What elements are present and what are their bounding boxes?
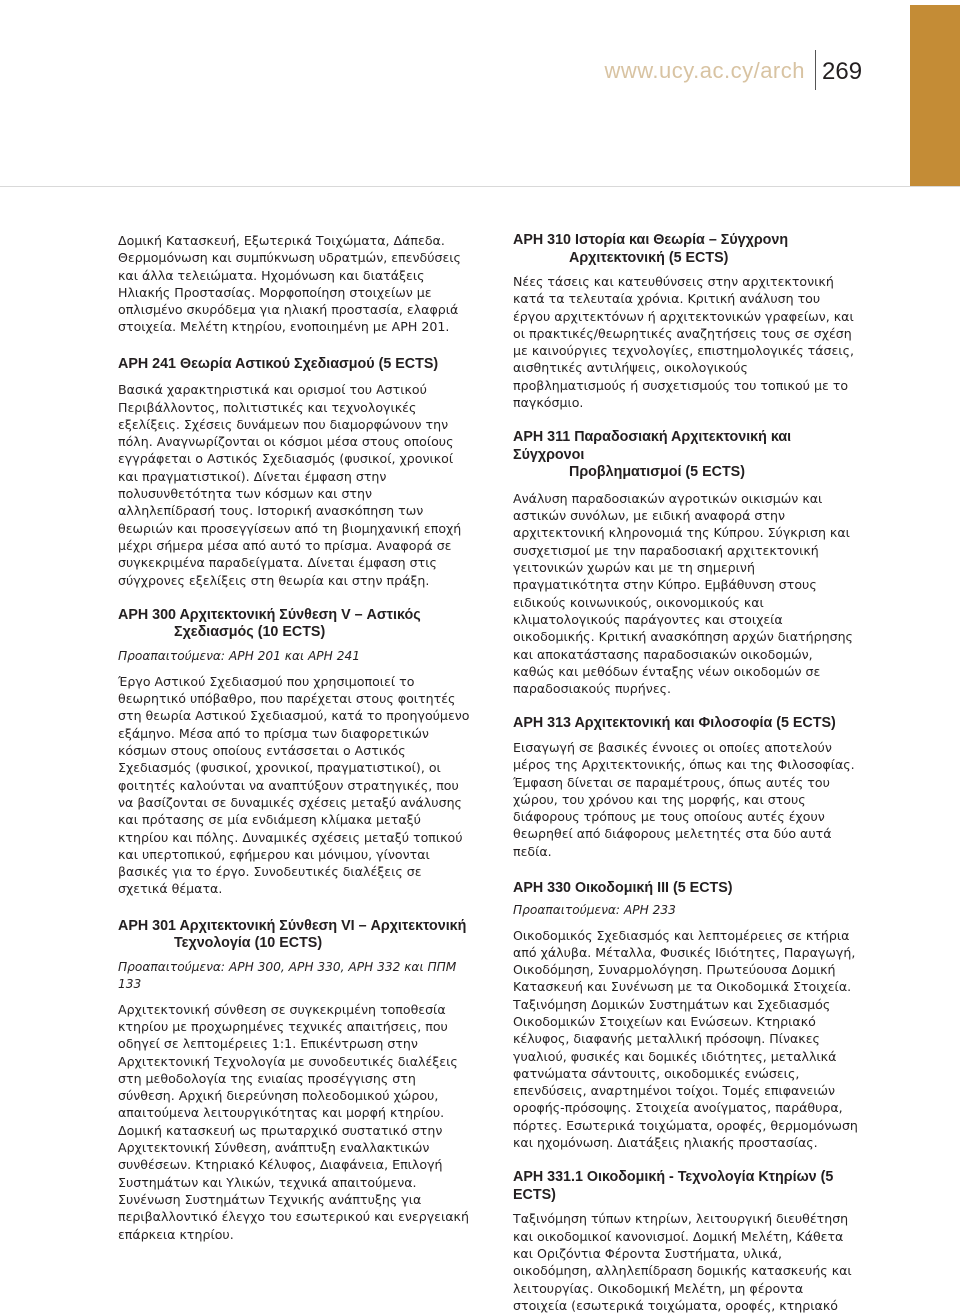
course-311-title: [513, 429, 858, 482]
right-column: [513, 232, 858, 1314]
course-313-description: Εισαγωγή σε βασικές έννοιες οι οποίες αποτελούν μέρος της Αρχιτεκτονικής, όπως και της Φιλοσοφίας. Έμφαση δίνεται σε παραμέτρους, όπως αυτές του χώρου, του χρόνου και της μορφής, και στους διάφορους τρόπους με τους οποίους αυτές έχουν θεωρηθεί από διάφορους μελετητές στα δύο αυτά πεδία.: [513, 739, 855, 859]
header-divider: [0, 186, 960, 187]
course-241-description: Βασικά χαρακτηριστικά και ορισμοί του Αστικού Περιβάλλοντος, πολιτιστικές και τεχνολογικές εξελίξεις. Σχέσεις δυνάμεων που διαμορφώνουν την πόλη. Αναγνωρίζονται οι κόσμοι μέσα στους οποίους εγγράφεται ο Αστικός Σχεδιασμός (φυσικοί, χρονικοί και πραγματιστικοί). Δίνεται έμφαση στην πολυσυνθετότητα των κόσμων και στην αλληλεπίδρασή τους. Ιστορική ανασκόπηση των θεωριών και προσεγγίσεων από τη βιομηχανική εποχή μέχρι σήμερα μέσα από αυτό το πρίσμα. Αναφορά σε συγκεκριμένα παραδείγματα. Δίνεται έμφαση στις σύγχρονες εξελίξεις στη θεωρία και στην πράξη.: [118, 382, 462, 588]
course-310-description: Νέες τάσεις και κατευθύνσεις στην αρχιτεκτονική κατά τα τελευταία χρόνια. Κριτική ανάλυση του έργου αρχιτεκτόνων ή αρχιτεκτονικών γραφείων, και οι πρακτικές/θεωρητικές αναζητήσεις τους σε σχέση με καινούργιες τεχνολογίες, επιστημολογικές τάσεις, αισθητικές αντιλήψεις, οικολογικούς προβληματισμούς ή συσχετισμούς του τοπικού με το παγκόσμιο.: [513, 274, 854, 411]
course-3311-title: ΑΡΗ 331.1 Οικοδομική - Τεχνολογία Κτηρίων (5 ECTS): [513, 1169, 834, 1203]
course-330-title: ΑΡΗ 330 Οικοδομική ΙΙΙ (5 ECTS): [513, 880, 733, 897]
course-301-title-line2: Τεχνολογία (10 ECTS): [174, 935, 323, 952]
course-330-prerequisites: Προαπαιτούμενα: ΑΡΗ 233: [513, 902, 676, 917]
course-301-title: [118, 918, 472, 953]
course-241-title: ΑΡΗ 241 Θεωρία Αστικού Σχεδιασμού (5 ECTS): [118, 355, 439, 372]
course-300-prerequisites: Προαπαιτούμενα: ΑΡΗ 201 και ΑΡΗ 241: [118, 648, 360, 663]
course-330-description: Οικοδομικός Σχεδιασμός και λεπτομέρειες σε κτήρια από χάλυβα. Μέταλλα, Φυσικές Ιδιότητες, Παραγωγή, Οικοδόμηση, Συναρμολόγηση. Πρωτεύουσα Δομική Κατασκευή και Συνένωση με τα Οικοδομικά Στοιχεία. Ταξινόμηση Δομικών Συστημάτων και Σχεδιασμός Οικοδομικών Στοιχείων και Ενώσεων. Κτηριακό κέλυφος, διαφανής μεταλλική πρόσοψη. Πίνακες γυαλιού, φυσικές και δομικές ιδιότητες, μεταλλικά φατνώματα σάντουιτς, οικοδομικές ενώσεις, επενδύσεις, αναρτημένοι τοίχοι. Τομές επιφανειών οροφής-πρόσοψης. Στοιχεία ανοίγματος, παράθυρα, πόρτες. Εσωτερικά τοιχώματα, οροφές, θερμομόνωση και ηχομόνωση. Διατάξεις ηλιακής προστασίας.: [513, 927, 858, 1151]
course-300-description: Έργο Αστικού Σχεδιασμού που χρησιμοποιεί το θεωρητικό υπόβαθρο, που παρέχεται στους φοιτητές στη θεωρία Αστικού Σχεδιασμού, κατά το προηγούμενο εξάμηνο. Μέσα από το πρίσμα των διαφορετικών κόσμων στους οποίους εντάσσεται ο Αστικός Σχεδιασμός (φυσικοί, χρονικοί, πραγματιστικοί), οι φοιτητές καλούνται να αναπτύξουν στρατηγικές, που να βασίζονται σε δυναμικές σχέσεις μεταξύ ανάλυσης και πρότασης σε μία ενδιάμεση κλίμακα μεταξύ κτηρίου και πόλης. Δυναμικές σχέσεις μεταξύ τοπικού και υπερτοπικού, εφήμερου και μόνιμου, γίνονται βασικές για το έργο. Συνοδευτικές διαλέξεις σε σχετικά θέματα.: [118, 673, 470, 897]
course-300-title-line2: Σχεδιασμός (10 ECTS): [174, 624, 326, 641]
intro-paragraph: Δομική Κατασκευή, Εξωτερικά Τοιχώματα, Δάπεδα. Θερμομόνωση και συμπύκνωση υδρατμών, επενδύσεις και άλλα τελειώματα. Ηχομόνωση και διατάξεις Ηλιακής Προστασίας. Μορφοποίηση στοιχείων με οπλισμένο σκυρόδεμα για ηλιακή προστασία, ελαφριά στοιχεία. Μελέτη κτηρίου, ενοποιημένη με ΑΡΗ 201.: [118, 233, 461, 335]
course-300-title: [118, 607, 472, 642]
course-301-description: Αρχιτεκτονική σύνθεση σε συγκεκριμένη τοποθεσία κτηρίου με προχωρημένες τεχνικές απαιτήσεις, που οδηγεί σε λεπτομέρειες 1:1. Επικέντρωση στην Αρχιτεκτονική Τεχνολογία με συνοδευτικές διαλέξεις στη μεθοδολογία της ενιαίας προσέγγισης στη σύνθεση. Αρχική διερεύνηση πολεοδομικού χώρου, απαιτούμενα λειτουργικότητας και μορφή κτηρίου. Δομική κατασκευή ως πρωταρχικό συστατικό στην Αρχιτεκτονική Σύνθεση, ανάπτυξη εναλλακτικών συνθέσεων. Κτηριακό Κέλυφος, Διαφάνεια, Επιλογή Συστημάτων και Υλικών, τεχνικά απαιτούμενα. Συνένωση Συστημάτων Τεχνικής ανάπτυξης για περιβαλλοντικό έλεγχο του εσωτερικού και ενεργειακή επάρκεια κτηρίου.: [118, 1001, 469, 1242]
course-310-title: [513, 232, 858, 267]
course-301-title-line1: ΑΡΗ 301 Αρχιτεκτονική Σύνθεση VI – Αρχιτεκτονική: [118, 917, 467, 934]
course-311-title-line1: ΑΡΗ 311 Παραδοσιακή Αρχιτεκτονική και Σύγχρονοι: [513, 429, 792, 463]
course-310-title-line2: Αρχιτεκτονική (5 ECTS): [569, 249, 729, 266]
course-310-title-line1: ΑΡΗ 310 Ιστορία και Θεωρία – Σύγχρονη: [513, 232, 789, 248]
website-url[interactable]: www.ucy.ac.cy/arch: [604, 58, 805, 83]
course-311-title-line2: Προβληματισμοί (5 ECTS): [569, 464, 745, 481]
page-number: 269: [822, 58, 863, 85]
course-300-title-line1: ΑΡΗ 300 Αρχιτεκτονική Σύνθεση V – Αστικός: [118, 606, 421, 623]
course-311-description: Ανάλυση παραδοσιακών αγροτικών οικισμών και αστικών συνόλων, με ειδική αναφορά στην αρχιτεκτονική κληρονομιά της Κύπρου. Σύγκριση και συσχετισμοί με την παραδοσιακή αρχιτεκτονική γειτονικών χωρών και με τη σημερινή πραγματικότητα στην Κύπρο. Εμβάθυνση στους ειδικούς κοινωνικούς, οικονομικούς και κλιματολογικούς παράγοντες και στοιχεία οικοδομικής. Κριτική ανασκόπηση αρχών διατήρησης και αποκατάστασης παραδοσιακών οικοδομών, καθώς και μεθόδων ένταξης νέων οικοδομών σε παραδοσιακούς πυρήνες.: [513, 490, 853, 697]
chapter-tab: [910, 5, 960, 187]
course-301-prerequisites: Προαπαιτούμενα: ΑΡΗ 300, ΑΡΗ 330, ΑΡΗ 332 και ΠΠΜ 133: [118, 959, 457, 991]
course-313-title: ΑΡΗ 313 Αρχιτεκτονική και Φιλοσοφία (5 ECTS): [513, 715, 836, 732]
header-separator: [815, 50, 816, 90]
course-3311-description: Ταξινόμηση τύπων κτηρίων, λειτουργική διευθέτηση και οικοδομικοί κανονισμοί. Δομική Μελέτη, Κάθετα και Οριζόντια Φέροντα Συστήματα, υλικά, οικοδόμηση, αλληλεπίδραση δομικής κατασκευής και λειτουργίας. Οικοδομική Μελέτη, μη φέροντα στοιχεία (εσωτερικά τοιχώματα, οροφές, κτηριακό: [513, 1211, 852, 1313]
left-column: [118, 232, 472, 1243]
